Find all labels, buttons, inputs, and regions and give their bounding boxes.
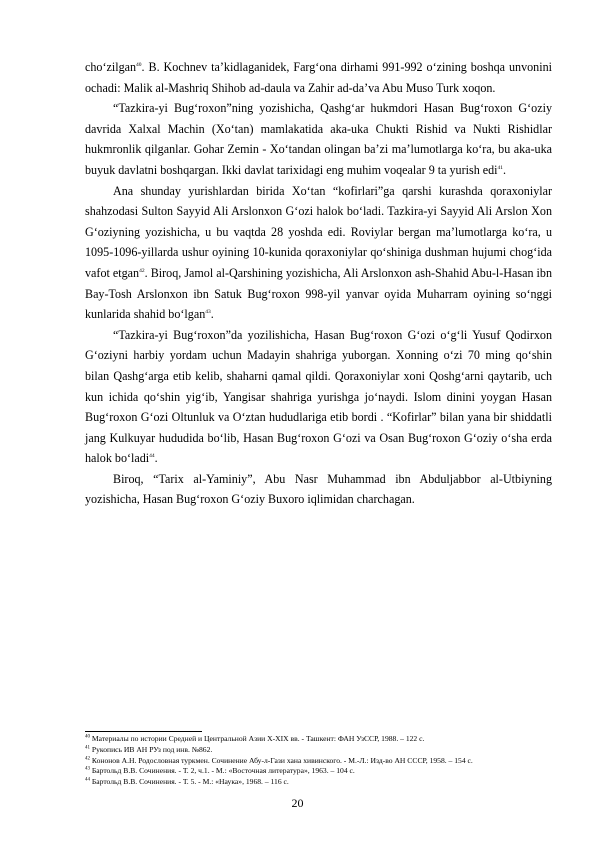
footnote-ref: 41 bbox=[497, 164, 504, 171]
paragraph-text: “Tazkira-yi Bug‘roxon”da yozilishicha, Hasan Bug‘roxon G‘ozi o‘g‘li Yusuf Qodirxon G‘oziyni harbiy yordam uchun Madayin shahriga yuborgan. Xonning o‘zi 70 ming qo‘shin bilan Qashg‘arga etib kelib, shaharni qamal qildi. Qoraxoniylar xoni Qoshg‘arni qaytarib, uch kun ichida qo‘shin yig‘ib, Yangisar shahriga yurishga jo‘naydi. Islom dinini yoygan Hasan Bug‘roxon G‘ozi Oltunluk va O‘ztan hududlariga etib bordi . “Kofirlar” bilan yana bir shiddatli jang Kulkuyar hududida bo‘lib, Hasan Bug‘roxon G‘ozi va Osan Bug‘roxon G‘oziy o‘sha erda halok bo‘ladi bbox=[85, 327, 552, 466]
paragraph-text: Biroq, “Tarix al-Yaminiy”, Abu Nasr Muhammad ibn Abduljabbor al-Utbiyning yozishicha, Hasan Bug‘roxon G‘oziy Buxoro iqlimidan charchagan. bbox=[85, 471, 552, 507]
footnote-ref: 43 bbox=[205, 309, 211, 316]
footnote-number: 40 bbox=[85, 734, 90, 740]
footnote-separator bbox=[85, 731, 202, 732]
paragraph-text: . B. Kochnev ta’kidlaganidek, Farg‘ona dirhami 991-992 o‘zining boshqa unvonini ochadi: Malik al-Mashriq Shihob ad-daula va Zahir ad-da’va Abu Muso Turk xoqon. bbox=[85, 60, 552, 95]
footnote-ref: 40 bbox=[136, 61, 142, 68]
body-text bbox=[85, 57, 552, 510]
footnote bbox=[85, 756, 552, 767]
footnote bbox=[85, 745, 552, 756]
footnotes bbox=[85, 734, 552, 788]
paragraph bbox=[85, 325, 552, 469]
footnote-number: 41 bbox=[85, 745, 90, 751]
footnote-text: Кононов А.Н. Родословная туркмен. Сочинение Абу-л-Гази хана хивинского. - М.-Л.: Изд-во АН СССР, 1958. – 154 с. bbox=[90, 755, 473, 765]
footnote-ref: 42 bbox=[139, 267, 145, 274]
paragraph bbox=[85, 469, 552, 510]
paragraph-text: . bbox=[210, 307, 214, 322]
paragraph bbox=[85, 57, 552, 98]
paragraph bbox=[85, 98, 552, 180]
footnote-text: Материалы по истории Средней и Центральной Азии X-XIX вв. - Ташкент: ФАН УзССР, 1988. – 122 с. bbox=[90, 734, 425, 743]
footnote-text: Бартольд В.В. Сочинения. - Т. 5. - М.: «Наука», 1968. – 116 с. bbox=[90, 777, 289, 787]
footnote bbox=[85, 734, 552, 745]
paragraph-text: . bbox=[503, 162, 507, 177]
footnote bbox=[85, 766, 552, 777]
footnote bbox=[85, 777, 552, 788]
footnote-text: Бартольд В.В. Сочинения. - Т. 2, ч.1. - М.: «Восточная литература», 1963. – 104 с. bbox=[90, 766, 355, 776]
paragraph-text: . Biroq, Jamol al-Qarshining yozishicha, Ali Arslonxon ash-Shahid Abu-l-Hasan ibn Bay-Tosh Arslonxon ibn Satuk Bug‘roxon 998-yil yanvar oyida Muharram oyining so‘nggi kunlarida shahid bo‘lgan bbox=[85, 265, 553, 322]
footnote-text: Рукопись ИВ АН РУз под инв. №862. bbox=[90, 744, 213, 754]
footnote-number: 44 bbox=[85, 777, 90, 783]
paragraph-text: “Tazkira-yi Bug‘roxon”ning yozishicha, Qashg‘ar hukmdori Hasan Bug‘roxon G‘oziy davrida Xalxal Machin (Xo‘tan) mamlakatida aka-uka Chukti Rishid va Nukti Rishidlar hukmronlik qilganlar. Gohar Zemin - Xo‘tandan olingan ba’zi ma’lumotlarga ko‘ra, bu aka-uka buyuk davlatni boshqargan. Ikki davlat tarixidagi eng muhim voqealar 9 ta yurish edi bbox=[85, 101, 552, 177]
paragraph-text: Ana shunday yurishlardan birida Xo‘tan “kofirlari”ga qarshi kurashda qoraxoniylar shahzodasi Sulton Sayyid Ali Arslonxon G‘ozi halok bo‘ladi. Tazkira-yi Sayyid Ali Arslon Xon G‘oziyning yozishicha, u bu vaqtda 28 yoshda edi. Roviylar bergan ma’lumotlarga ko‘ra, u 1095-1096-yillarda ushur oyining 10-kunida qoraxoniylar qo‘shiniga dushman hujumi chog‘ida vafot etgan bbox=[85, 183, 552, 280]
paragraph-text: . bbox=[154, 451, 158, 466]
footnote-number: 43 bbox=[85, 766, 90, 772]
page-number: 20 bbox=[291, 796, 304, 810]
footnote-ref: 44 bbox=[149, 453, 155, 460]
footnote-number: 42 bbox=[85, 756, 90, 762]
paragraph bbox=[85, 181, 552, 325]
paragraph-text: cho‘zilgan bbox=[85, 60, 137, 74]
